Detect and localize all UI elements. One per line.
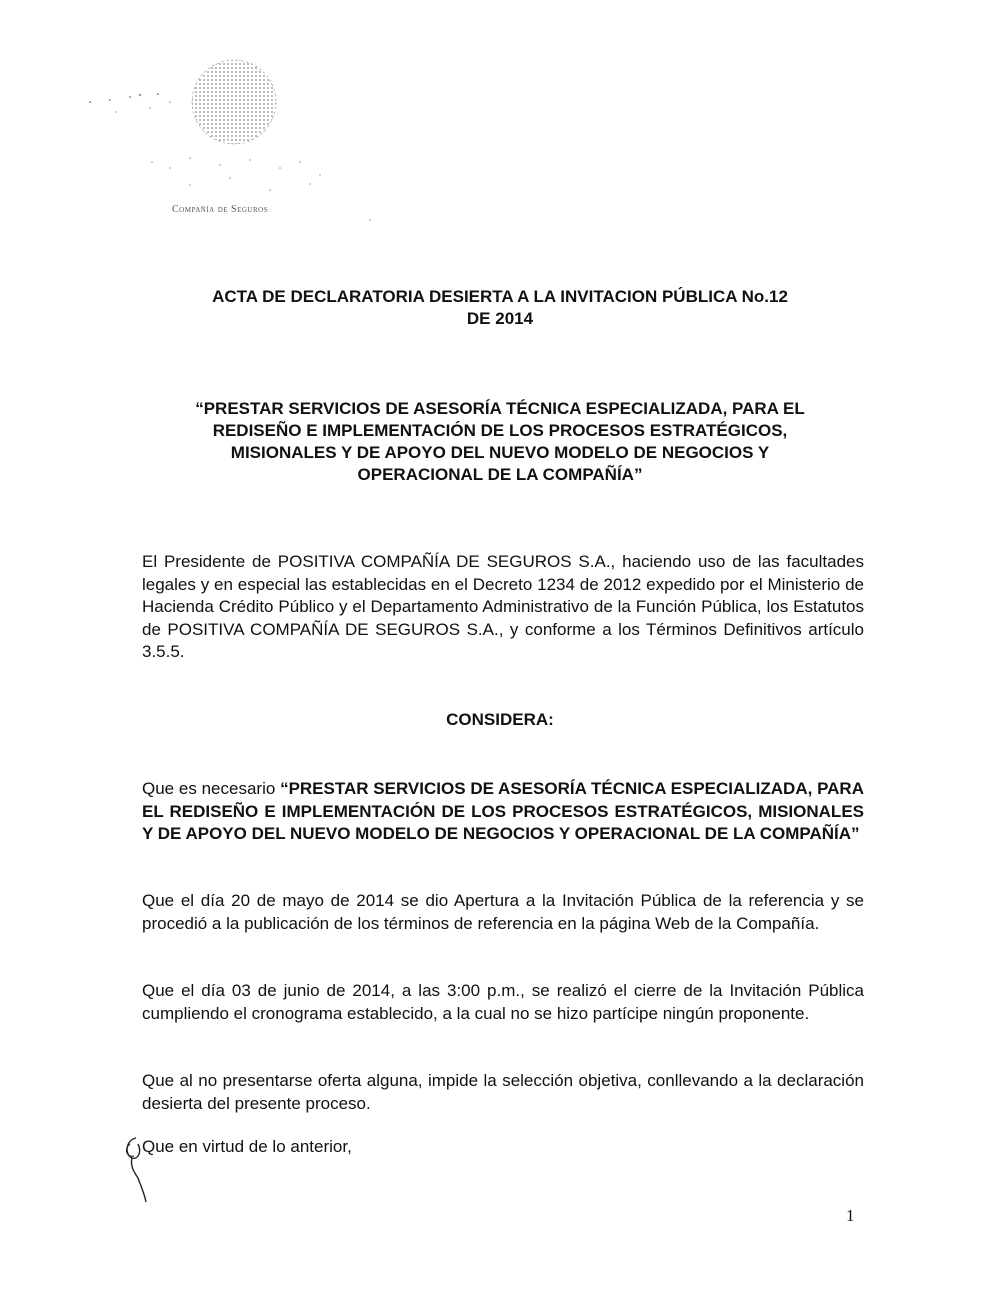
consideration-5: Que en virtud de lo anterior, [142,1137,352,1156]
company-logo [70,50,390,230]
consideration-1 [142,778,864,846]
considera-heading: CONSIDERA: [446,710,554,729]
document-subject [120,398,880,486]
subject-line: REDISEÑO E IMPLEMENTACIÓN DE LOS PROCESOS ESTRATÉGICOS, [212,421,788,440]
title-line: ACTA DE DECLARATORIA DESIERTA A LA INVITACION PÚBLICA No.12 [212,287,788,306]
consideration-4: Que al no presentarse oferta alguna, impide la selección objetiva, conllevando a la declaración desierta del presente proceso. [142,1071,864,1113]
page-number: 1 [846,1206,855,1225]
consideration-2: Que el día 20 de mayo de 2014 se dio Apertura a la Invitación Pública de la referencia y se procedió a la publicación de los términos de referencia en la página Web de la Compañía. [142,891,864,933]
consideration-1-bold: “PRESTAR SERVICIOS DE ASESORÍA TÉCNICA ESPECIALIZADA, PARA EL REDISEÑO E IMPLEMENTACIÓN DE LOS PROCESOS ESTRATÉGICOS, MISIONALES Y DE APOYO DEL NUEVO MODELO DE NEGOCIOS Y OPERACIONAL DE LA COMPAÑÍA” [142,779,864,843]
subject-line: OPERACIONAL DE LA COMPAÑÍA” [357,465,643,484]
handwritten-initials [114,1132,154,1204]
title-line: DE 2014 [466,309,534,328]
logo-globe [192,60,276,144]
intro-paragraph: El Presidente de POSITIVA COMPAÑÍA DE SEGUROS S.A., haciendo uso de las facultades legales y en especial las establecidas en el Decreto 1234 de 2012 expedido por el Ministerio de Hacienda Crédito Público y el Departamento Administrativo de la Función Pública, los Estatutos de POSITIVA COMPAÑÍA DE SEGUROS S.A., y conforme a los Términos Definitivos artículo 3.5.5. [142,552,864,661]
subject-line: MISIONALES Y DE APOYO DEL NUEVO MODELO DE NEGOCIOS Y [230,443,770,462]
consideration-3: Que el día 03 de junio de 2014, a las 3:00 p.m., se realizó el cierre de la Invitación Pública cumpliendo el cronograma establecido, a la cual no se hizo partícipe ningún proponente. [142,981,864,1023]
consideration-1-prefix: Que es necesario [142,779,281,798]
logo-caption: Compañía de Seguros [172,204,269,215]
document-title [100,286,900,330]
subject-line: “PRESTAR SERVICIOS DE ASESORÍA TÉCNICA ESPECIALIZADA, PARA EL [195,399,805,418]
